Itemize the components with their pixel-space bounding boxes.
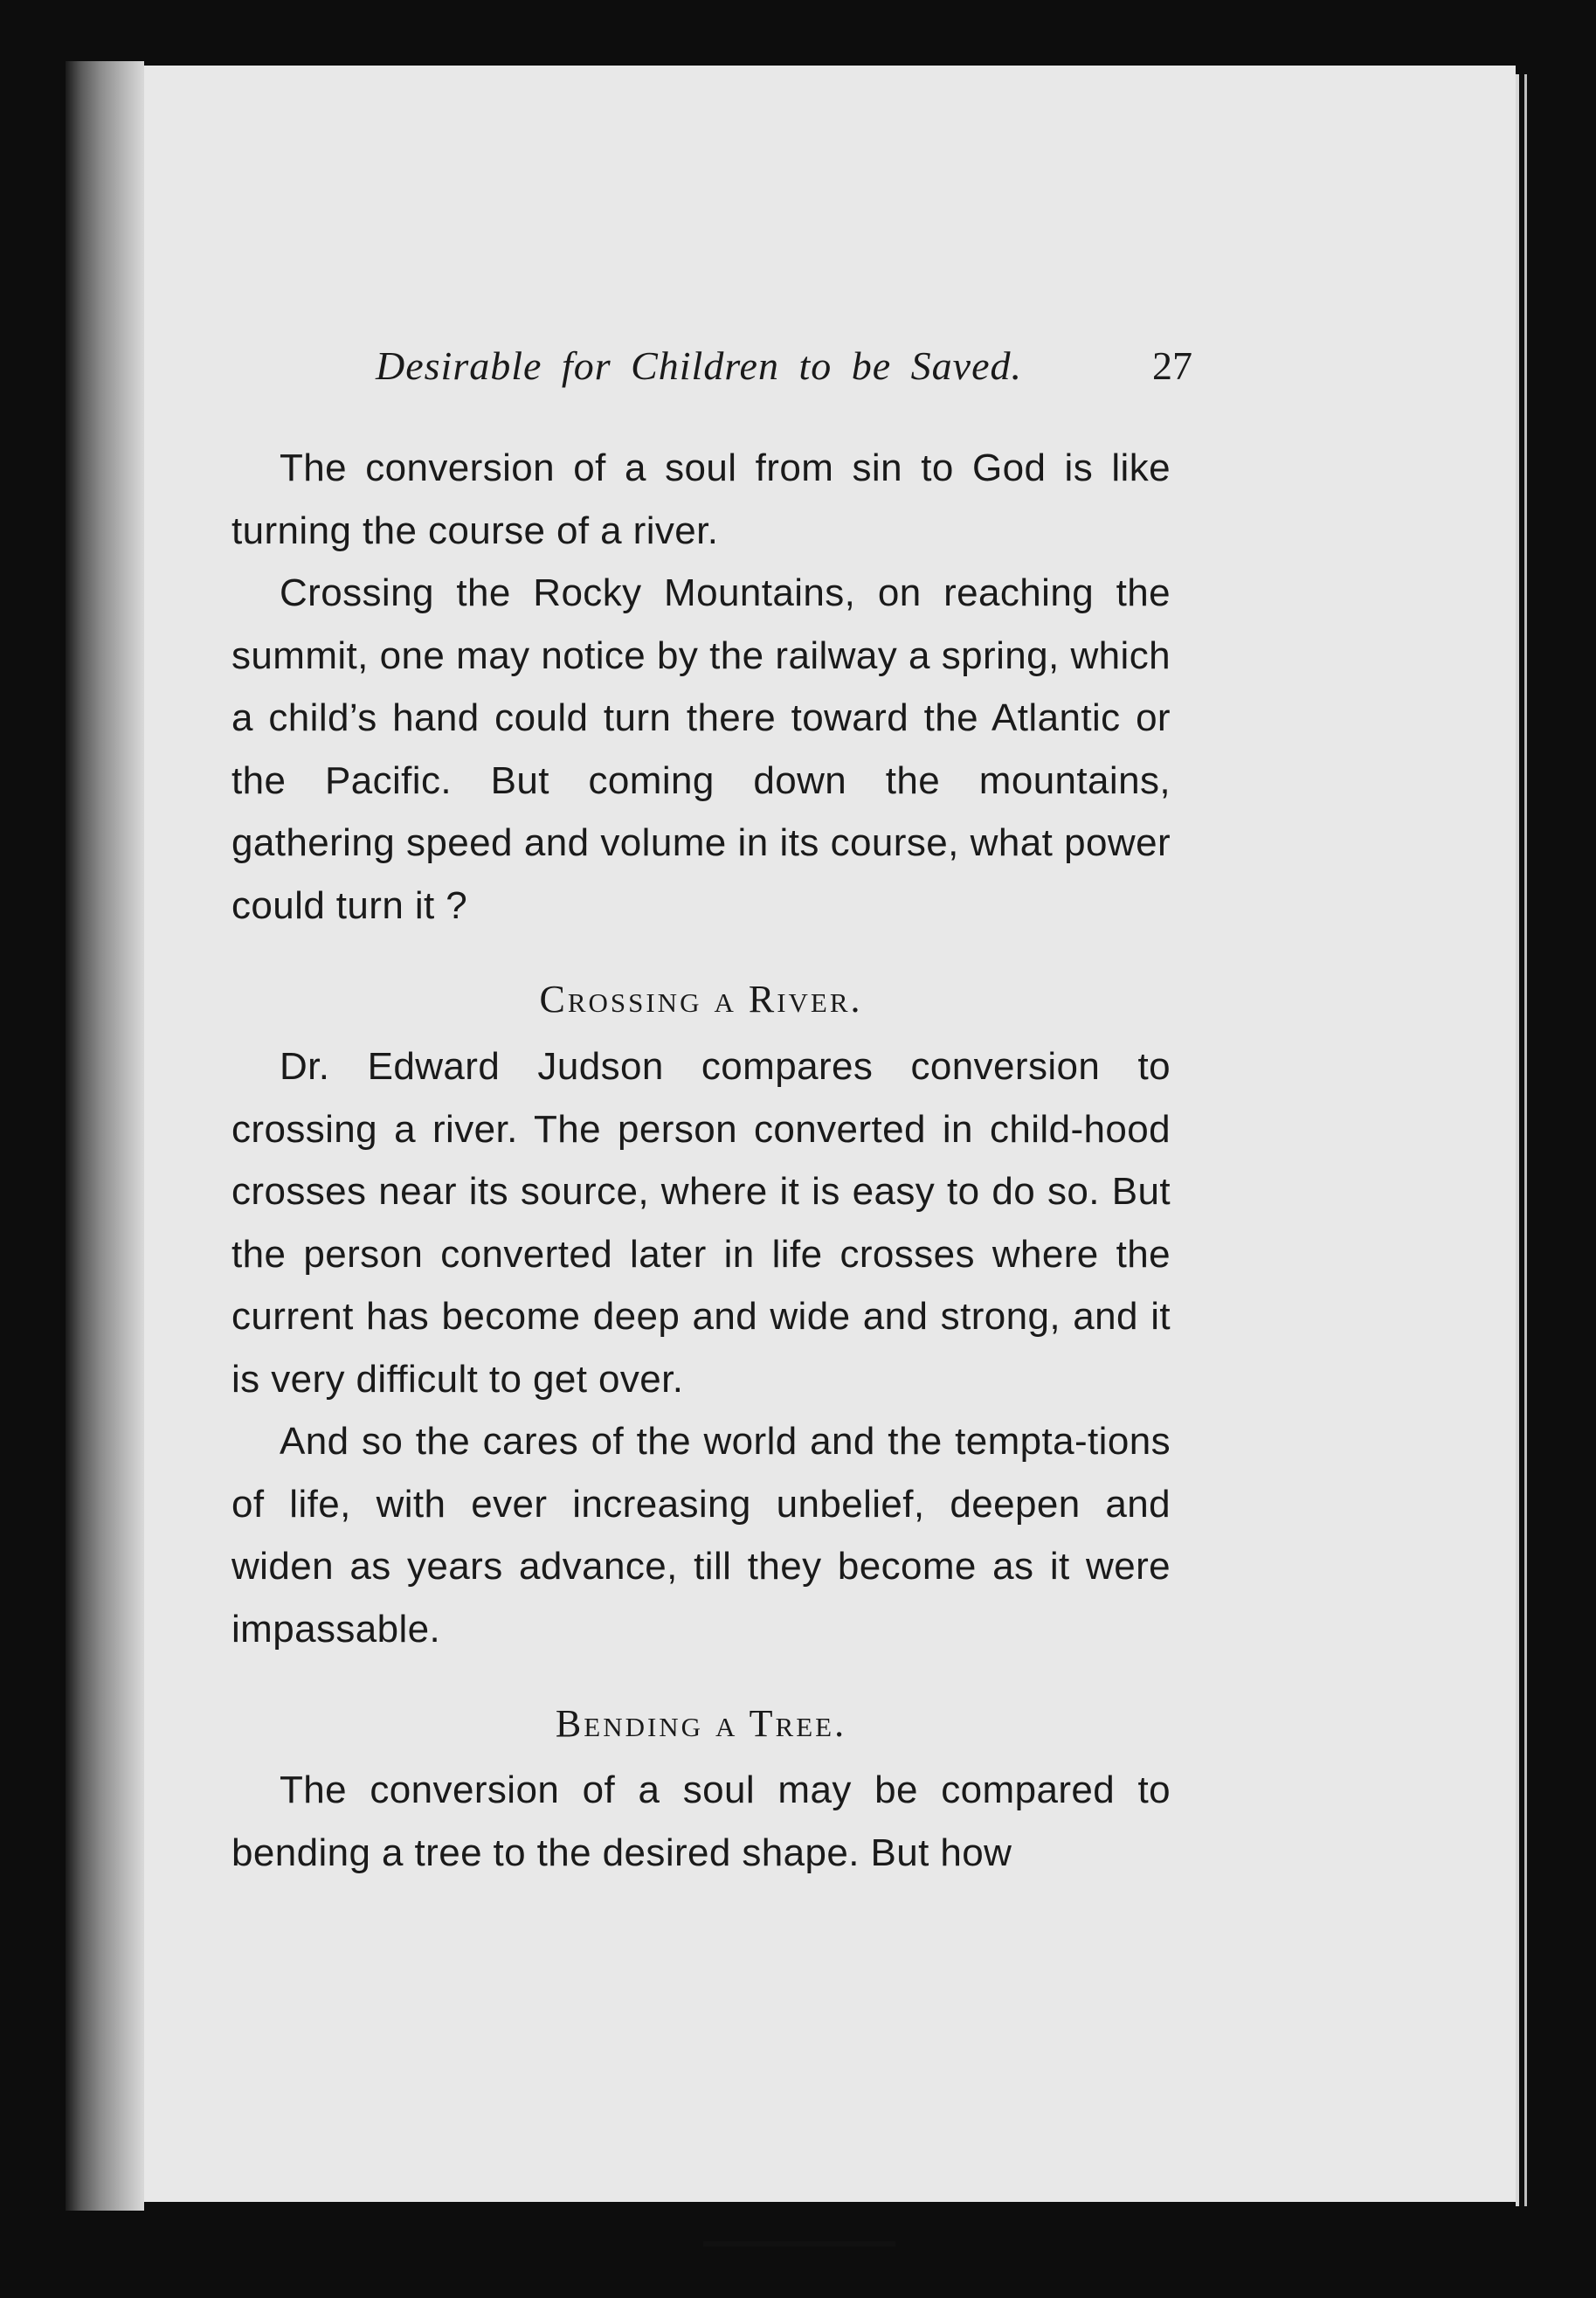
scan-mark — [703, 2241, 895, 2246]
text-block-1 — [231, 437, 1171, 937]
page-edge — [1516, 74, 1519, 2206]
text-block-2 — [231, 1035, 1171, 1660]
section-heading-crossing-a-river: Crossing a River. — [539, 978, 863, 1021]
text-block-3 — [231, 1759, 1171, 1884]
paragraph-3: Dr. Edward Judson compares conversion to crossing a river. The person converted in child-hood crosses near its source, where it is easy to do so. But the person converted later in life crosses where the current has become deep and wide and strong, and it is very difficult to get over. — [231, 1045, 1171, 1401]
paragraph-5: The conversion of a soul may be compared to bending a tree to the desired shape. But how — [231, 1768, 1171, 1874]
page-edge-inner — [1524, 74, 1527, 2206]
paragraph-4: And so the cares of the world and the tempta-tions of life, with ever increasing unbelief, deepen and widen as years advance, till they become as it were impassable. — [231, 1420, 1171, 1651]
paragraph-2: Crossing the Rocky Mountains, on reaching the summit, one may notice by the railway a spring, which a child’s hand could turn there toward the Atlantic or the Pacific. But coming down the mountains, gathering speed and volume in its course, what power could turn it ? — [231, 571, 1171, 927]
page-number: 27 — [1152, 343, 1192, 388]
running-head: Desirable for Children to be Saved. — [376, 343, 1022, 388]
book-binding-shadow — [66, 61, 144, 2211]
paragraph-1: The conversion of a soul from sin to God is like turning the course of a river. — [231, 446, 1171, 552]
section-heading-bending-a-tree: Bending a Tree. — [555, 1702, 847, 1745]
running-header — [376, 343, 1192, 404]
